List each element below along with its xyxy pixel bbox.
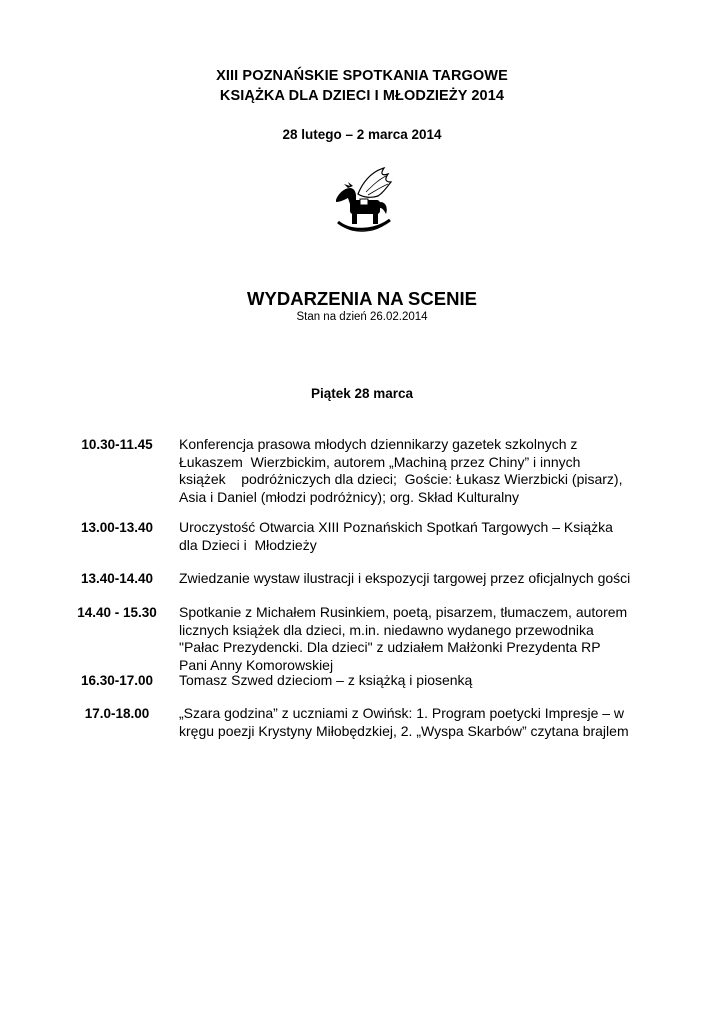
event-description-line: Zwiedzanie wystaw ilustracji i ekspozycji targowej przez oficjalnych gości	[179, 570, 631, 586]
section-title: WYDARZENIA NA SCENIE	[247, 288, 477, 309]
event-time: 16.30-17.00	[80, 673, 154, 688]
event-description-line: Uroczystość Otwarcia XIII Poznańskich Spotkań Targowych – Książka	[179, 519, 613, 535]
event-description	[179, 519, 659, 554]
event-time: 13.40-14.40	[80, 571, 154, 586]
event-time: 10.30-11.45	[81, 437, 153, 452]
event-description	[179, 604, 659, 674]
status-date: Stan na dzień 26.02.2014	[296, 311, 428, 323]
day-heading: Piątek 28 marca	[310, 386, 414, 401]
event-description-line: Spotkanie z Michałem Rusinkiem, poetą, pisarzem, tłumaczem, autorem	[179, 604, 628, 620]
event-description-line: Pani Anny Komorowskiej	[179, 656, 334, 673]
event-description	[179, 705, 679, 740]
winged-rocking-horse-icon	[328, 164, 396, 236]
document-title-line-2: KSIĄŻKA DLA DZIECI I MŁODZIEŻY 2014	[219, 88, 505, 104]
event-description-line: Łukaszem Wierzbickim, autorem „Machiną przez Chiny” i innych	[179, 453, 581, 470]
event-description-line: licznych książek dla dzieci, m.in. niedawno wydanego przewodnika	[179, 621, 594, 638]
event-description	[179, 672, 659, 690]
event-description-line: "Pałac Prezydencki. Dla dzieci" z udziałem Małżonki Prezydenta RP	[179, 639, 601, 655]
event-description-line: „Szara godzina” z uczniami z Owińsk: 1. Program poetycki Impresje – w	[179, 705, 625, 721]
event-time: 17.0-18.00	[84, 706, 150, 721]
event-description-line: Konferencja prasowa młodych dziennikarzy gazetek szkolnych z	[179, 436, 578, 452]
event-time: 14.40 - 15.30	[77, 605, 157, 620]
event-description-line: dla Dzieci i Młodzieży	[179, 536, 317, 553]
event-description	[179, 436, 659, 506]
event-description-line: książek podróżniczych dla dzieci; Goście: Łukasz Wierzbicki (pisarz),	[179, 471, 623, 487]
event-dates: 28 lutego – 2 marca 2014	[282, 127, 442, 142]
event-description-line: Asia i Daniel (młodzi podróżnicy); org. Skład Kulturalny	[179, 488, 520, 505]
event-time: 13.00-13.40	[80, 520, 154, 535]
event-description	[179, 570, 679, 588]
document-title-line-1: XIII POZNAŃSKIE SPOTKANIA TARGOWE	[216, 68, 508, 84]
event-description-line: Tomasz Szwed dzieciom – z książką i piosenką	[179, 672, 473, 688]
event-description-line: kręgu poezji Krystyny Miłobędzkiej, 2. „Wyspa Skarbów” czytana brajlem	[179, 722, 629, 739]
